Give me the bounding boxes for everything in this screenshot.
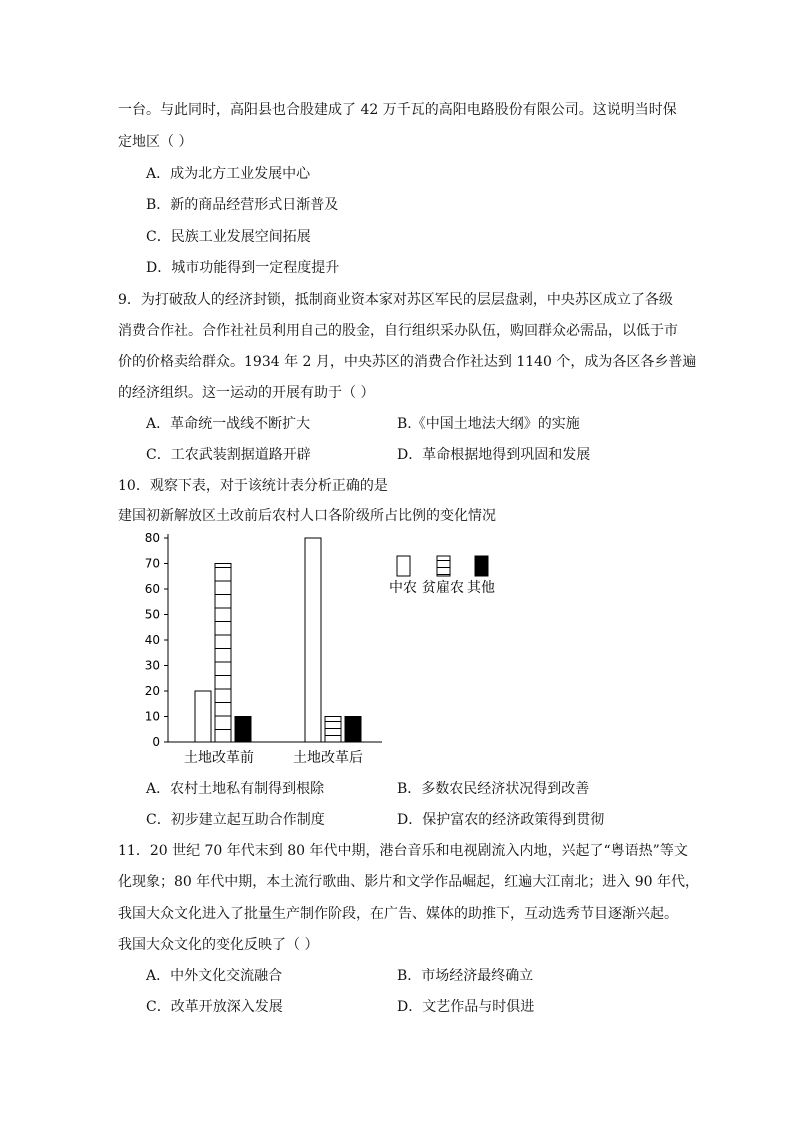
legend-label: 中农 <box>389 580 417 596</box>
q10-option-c[interactable]: C．初步建立起互助合作制度 <box>146 812 325 828</box>
q11-option-d[interactable]: D．文艺作品与时俱进 <box>397 999 535 1015</box>
q10-option-d[interactable]: D．保护富农的经济政策得到贯彻 <box>397 812 605 828</box>
q11-line-4: 我国大众文化的变化反映了（ ） <box>118 937 319 953</box>
q8-option-c[interactable]: C．民族工业发展空间拓展 <box>146 229 311 245</box>
q9-line-4: 的经济组织。这一运动的开展有助于（ ） <box>118 385 375 401</box>
bar-中农-土地改革前 <box>195 691 211 742</box>
q10-option-a[interactable]: A．农村土地私有制得到根除 <box>146 781 325 797</box>
bar-其他-土地改革前 <box>235 717 251 743</box>
y-tick-label: 10 <box>144 709 160 724</box>
q9-option-c[interactable]: C．工农武装割据道路开辟 <box>146 447 311 463</box>
chart-title: 建国初新解放区土改前后农村人口各阶级所占比例的变化情况 <box>118 508 496 524</box>
q11-option-b[interactable]: B．市场经济最终确立 <box>397 968 534 984</box>
y-tick-label: 40 <box>144 633 160 647</box>
bar-贫雇农-土地改革前 <box>215 564 231 743</box>
q9-option-d[interactable]: D．革命根据地得到巩固和发展 <box>397 447 591 463</box>
y-tick-label: 30 <box>144 658 160 673</box>
bar-其他-土地改革后 <box>345 717 361 743</box>
legend-label: 其他 <box>467 580 495 596</box>
q8-option-b[interactable]: B．新的商品经营形式日渐普及 <box>146 197 339 213</box>
q8-option-a[interactable]: A．成为北方工业发展中心 <box>146 166 311 182</box>
q8-line-2: 定地区（ ） <box>118 134 193 150</box>
y-tick-label: 80 <box>144 531 160 545</box>
q11-line-1: 11．20 世纪 70 年代末到 80 年代中期，港台音乐和电视剧流入内地，兴起了“粤语热”等文 <box>118 843 688 859</box>
q9-option-a[interactable]: A．革命统一战线不断扩大 <box>146 416 311 432</box>
legend-label: 贫雇农 <box>422 580 464 596</box>
q11-line-2: 化现象；80 年代中期，本土流行歌曲、影片和文学作品崛起，红遍大江南北；进入 90 年代， <box>118 874 699 890</box>
legend-swatch-贫雇农 <box>437 556 450 576</box>
legend-swatch-其他 <box>475 556 488 576</box>
q11-option-a[interactable]: A．中外文化交流融合 <box>146 968 283 984</box>
q11-line-3: 我国大众文化进入了批量生产制作阶段，在广告、媒体的助推下，互动选秀节目逐渐兴起。 <box>118 906 678 922</box>
q8-option-d[interactable]: D．城市功能得到一定程度提升 <box>146 260 340 276</box>
q9-line-2: 消费合作社。合作社社员利用自己的股金，自行组织采办队伍，购回群众必需品，以低于市 <box>118 323 678 339</box>
x-tick-label: 土地改革前 <box>184 750 254 766</box>
y-tick-label: 20 <box>144 684 160 698</box>
y-tick-label: 60 <box>144 582 160 596</box>
bar-中农-土地改革后 <box>305 538 321 742</box>
q8-line-1: 一台。与此同时，高阳县也合股建成了 42 万千瓦的高阳电路股份有限公司。这说明当时保 <box>118 102 677 118</box>
y-tick-label: 50 <box>144 607 160 622</box>
q9-option-b[interactable]: B.《中国土地法大纲》的实施 <box>397 416 580 432</box>
x-tick-label: 土地改革后 <box>293 750 363 766</box>
q9-line-1: 9．为打破敌人的经济封锁，抵制商业资本家对苏区军民的层层盘剥，中央苏区成立了各级 <box>118 292 673 308</box>
q10-stem: 10．观察下表，对于该统计表分析正确的是 <box>118 478 388 494</box>
y-tick-label: 0 <box>152 735 160 749</box>
bar-贫雇农-土地改革后 <box>325 717 341 743</box>
q11-option-c[interactable]: C．改革开放深入发展 <box>146 999 283 1015</box>
legend-swatch-中农 <box>397 556 410 576</box>
y-tick-label: 70 <box>144 556 160 571</box>
q10-option-b[interactable]: B．多数农民经济状况得到改善 <box>397 781 590 797</box>
q9-line-3: 价的价格卖给群众。1934 年 2 月，中央苏区的消费合作社达到 1140 个，成为各区各乡普遍 <box>118 354 697 370</box>
